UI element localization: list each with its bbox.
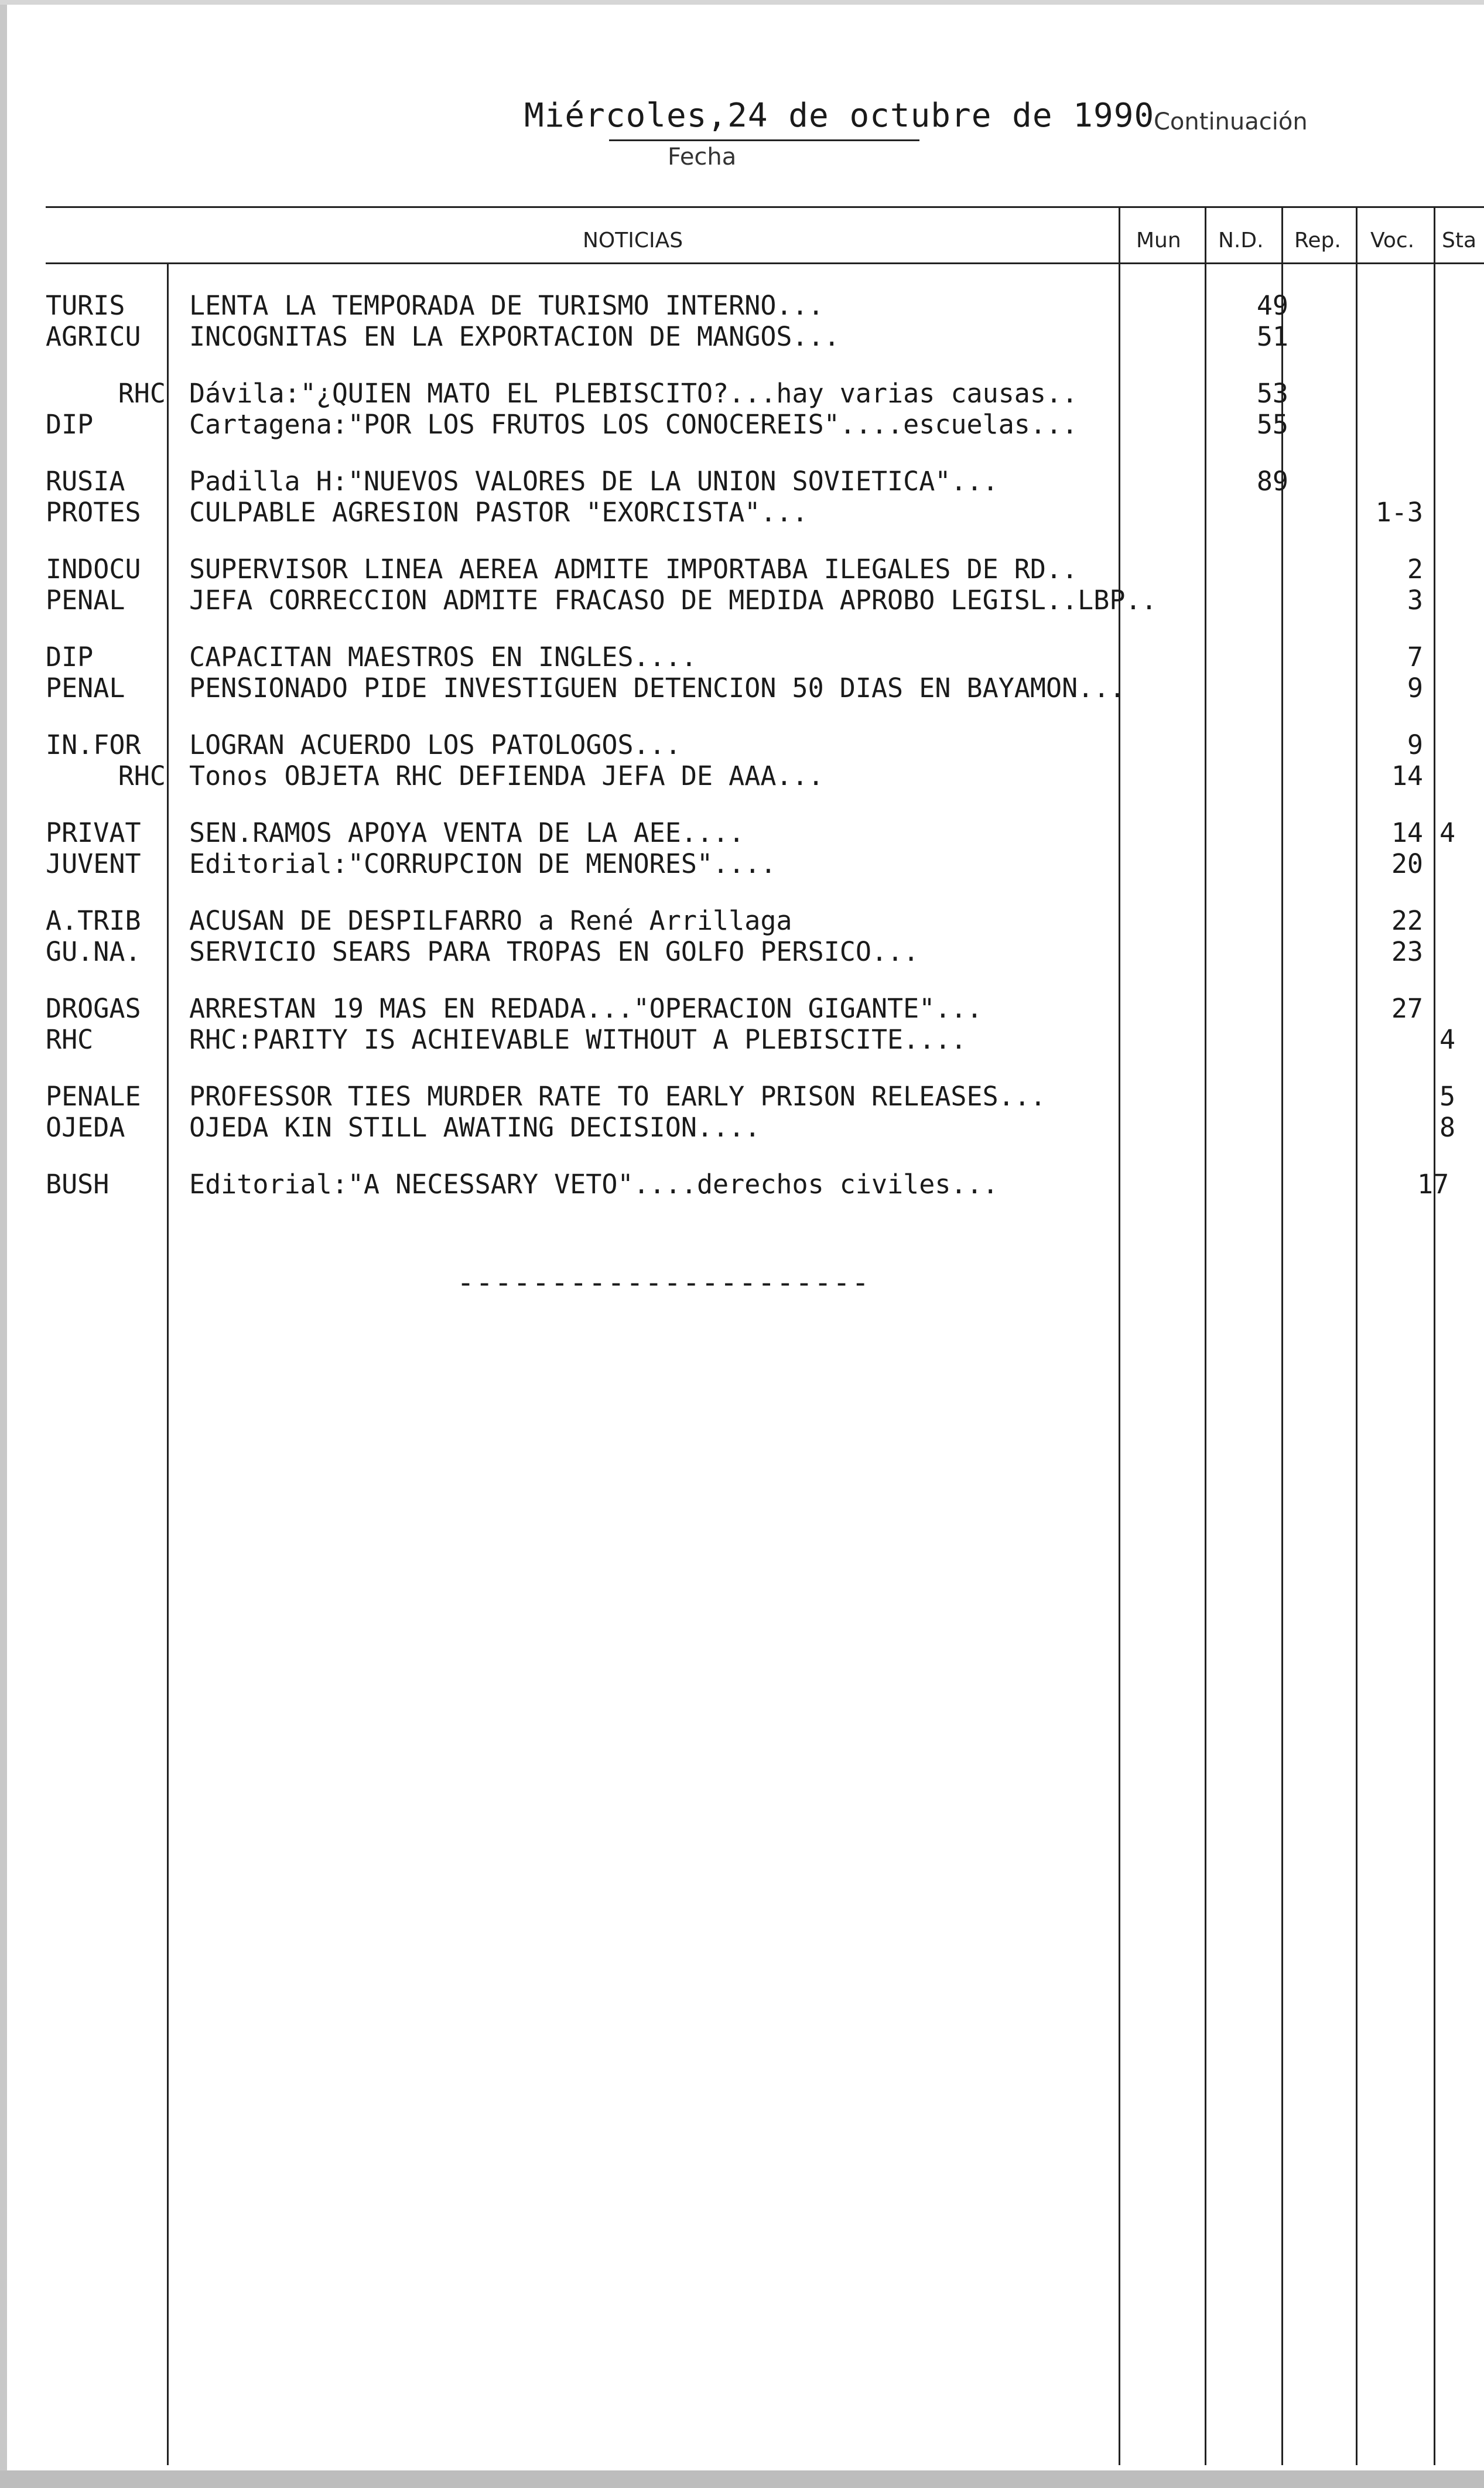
section-code: GU.NA. [46, 936, 141, 967]
voc-page: 3 [1407, 585, 1423, 616]
headline: ACUSAN DE DESPILFARRO a René Arrillaga [189, 905, 792, 936]
continuation-label: Continuación [1154, 108, 1308, 135]
table-row [0, 321, 1484, 351]
nd-page: 89 [1256, 466, 1288, 497]
column-header-noticias: NOTICIAS [583, 228, 683, 252]
sta-page: 4 [1439, 1024, 1456, 1055]
section-code: PRIVAT [46, 817, 141, 848]
headline: Dávila:"¿QUIEN MATO EL PLEBISCITO?...hay varias causas.. [189, 378, 1078, 409]
table-row [0, 936, 1484, 967]
section-code: PENAL [46, 673, 125, 704]
nd-page: 49 [1256, 290, 1288, 321]
section-code: PENALE [46, 1081, 141, 1112]
table-row [0, 1081, 1484, 1111]
voc-page: 9 [1407, 729, 1423, 760]
column-header-voc: Voc. [1370, 228, 1415, 252]
headline: Editorial:"A NECESSARY VETO"....derechos civiles... [189, 1169, 999, 1200]
headline: SUPERVISOR LINEA AEREA ADMITE IMPORTABA ILEGALES DE RD.. [189, 554, 1078, 585]
headline: CAPACITAN MAESTROS EN INGLES.... [189, 641, 697, 673]
headline: LENTA LA TEMPORADA DE TURISMO INTERNO... [189, 290, 824, 321]
headline: CULPABLE AGRESION PASTOR "EXORCISTA"... [189, 497, 808, 528]
table-row [0, 1024, 1484, 1054]
sta-page: 8 [1439, 1112, 1456, 1143]
table-row [0, 817, 1484, 848]
headline: SEN.RAMOS APOYA VENTA DE LA AEE.... [189, 817, 745, 848]
table-top-rule [46, 206, 1484, 208]
voc-page: 20 [1391, 848, 1423, 879]
table-row [0, 554, 1484, 584]
sta-page: 17 [1417, 1169, 1449, 1200]
table-row [0, 585, 1484, 615]
section-code: AGRICU [46, 321, 141, 352]
section-code: OJEDA [46, 1112, 125, 1143]
headline: Tonos OBJETA RHC DEFIENDA JEFA DE AAA... [189, 760, 824, 791]
table-row [0, 848, 1484, 879]
headline: PENSIONADO PIDE INVESTIGUEN DETENCION 50 DIAS EN BAYAMON... [189, 673, 1126, 704]
date-underline [609, 139, 919, 141]
section-code: PENAL [46, 585, 125, 616]
divider-nd [1205, 206, 1206, 2465]
divider-voc [1356, 206, 1358, 2465]
section-code: DROGAS [46, 993, 141, 1024]
section-code: TURIS [46, 290, 125, 321]
sta-page: 5 [1439, 1081, 1456, 1112]
section-code: RHC [118, 760, 166, 791]
table-row [0, 1112, 1484, 1142]
headline: LOGRAN ACUERDO LOS PATOLOGOS... [189, 729, 681, 760]
voc-page: 14 [1391, 817, 1423, 848]
table-row [0, 1169, 1484, 1199]
voc-page: 23 [1391, 936, 1423, 967]
column-header-mun: Mun [1136, 228, 1181, 252]
section-code: BUSH [46, 1169, 110, 1200]
section-code: INDOCU [46, 554, 141, 585]
headline: OJEDA KIN STILL AWATING DECISION.... [189, 1112, 761, 1143]
headline: SERVICIO SEARS PARA TROPAS EN GOLFO PERSICO... [189, 936, 919, 967]
table-row [0, 466, 1484, 496]
table-row [0, 378, 1484, 408]
headline: Padilla H:"NUEVOS VALORES DE LA UNION SOVIETICA"... [189, 466, 999, 497]
column-header-sta: Sta [1442, 228, 1477, 252]
headline: INCOGNITAS EN LA EXPORTACION DE MANGOS... [189, 321, 840, 352]
divider-sta [1434, 206, 1435, 2465]
scan-edge-top [0, 0, 1484, 5]
headline: PROFESSOR TIES MURDER RATE TO EARLY PRISON RELEASES... [189, 1081, 1046, 1112]
table-row [0, 497, 1484, 527]
headline: Cartagena:"POR LOS FRUTOS LOS CONOCEREIS"....escuelas... [189, 409, 1078, 440]
table-row [0, 905, 1484, 936]
headline: JEFA CORRECCION ADMITE FRACASO DE MEDIDA APROBO LEGISL..LBP.. [189, 585, 1157, 616]
table-header-rule [46, 262, 1484, 264]
divider-rep [1281, 206, 1283, 2465]
voc-page: 22 [1391, 905, 1423, 936]
end-of-list-rule: ---------------------- [457, 1265, 871, 1299]
table-row [0, 409, 1484, 439]
headline: ARRESTAN 19 MAS EN REDADA..."OPERACION GIGANTE"... [189, 993, 983, 1024]
section-code: IN.FOR [46, 729, 141, 760]
scan-edge-left [0, 0, 7, 2488]
voc-page: 2 [1407, 554, 1423, 585]
headline: RHC:PARITY IS ACHIEVABLE WITHOUT A PLEBISCITE.... [189, 1024, 967, 1055]
section-code: PROTES [46, 497, 141, 528]
headline: Editorial:"CORRUPCION DE MENORES".... [189, 848, 777, 879]
section-code: JUVENT [46, 848, 141, 879]
table-row [0, 993, 1484, 1023]
voc-page: 27 [1391, 993, 1423, 1024]
section-code: RHC [118, 378, 166, 409]
voc-page: 1-3 [1375, 497, 1423, 528]
voc-page: 14 [1391, 760, 1423, 791]
table-row [0, 673, 1484, 703]
column-header-rep: Rep. [1294, 228, 1341, 252]
nd-page: 51 [1256, 321, 1288, 352]
date-text: Miércoles,24 de octubre de 1990 [524, 97, 1155, 135]
section-code: DIP [46, 641, 94, 673]
divider-mun [1119, 206, 1120, 2465]
section-code: RHC [46, 1024, 94, 1055]
table-row [0, 729, 1484, 760]
table-row [0, 760, 1484, 791]
column-header-nd: N.D. [1218, 228, 1264, 252]
table-row [0, 290, 1484, 320]
section-code: DIP [46, 409, 94, 440]
date-label: Fecha [668, 144, 737, 170]
scan-edge-bottom [0, 2470, 1484, 2488]
voc-page: 9 [1407, 673, 1423, 704]
nd-page: 55 [1256, 409, 1288, 440]
section-code: RUSIA [46, 466, 125, 497]
table-row [0, 641, 1484, 672]
sta-page: 4 [1439, 817, 1456, 848]
section-code: A.TRIB [46, 905, 141, 936]
nd-page: 53 [1256, 378, 1288, 409]
voc-page: 7 [1407, 641, 1423, 673]
